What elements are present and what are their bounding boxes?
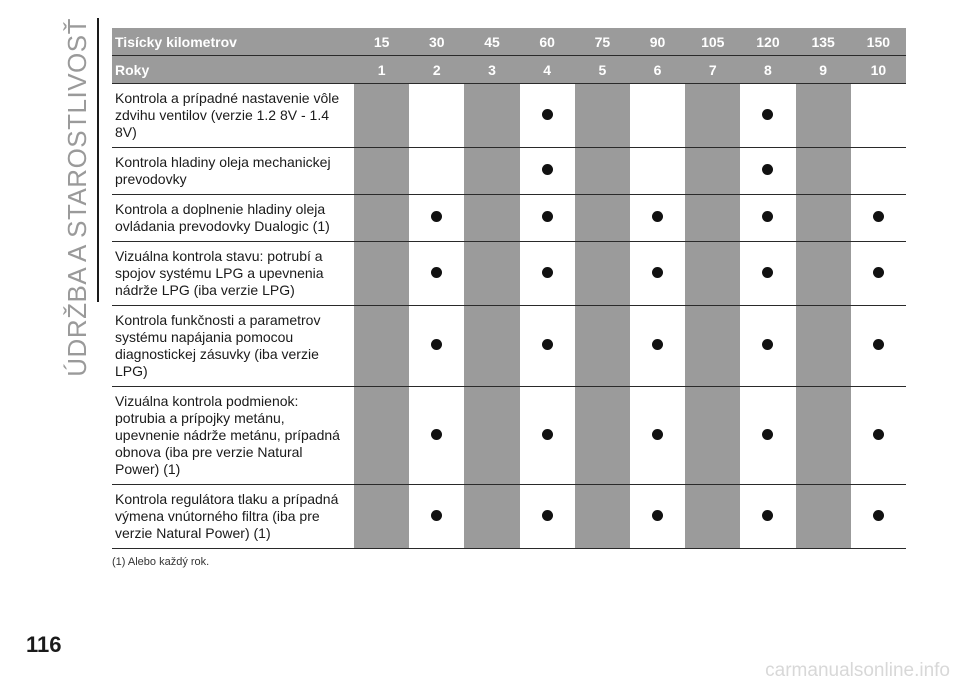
interval-cell (740, 242, 795, 306)
interval-cell (464, 84, 519, 148)
service-dot-icon (431, 267, 442, 278)
service-dot-icon (762, 429, 773, 440)
years-header-row (112, 56, 906, 84)
interval-cell (796, 387, 851, 485)
interval-cell (685, 195, 740, 242)
interval-cell (354, 485, 409, 549)
interval-cell (520, 195, 575, 242)
row-description: Kontrola a doplnenie hladiny oleja ovládania prevodovky Dualogic (1) (112, 195, 354, 242)
interval-cell (740, 306, 795, 387)
interval-cell (796, 84, 851, 148)
section-title: ÚDRŽBA A STAROSTLIVOSŤ (62, 18, 92, 377)
km-value: 135 (796, 28, 851, 56)
interval-cell (520, 306, 575, 387)
interval-cell (464, 148, 519, 195)
year-value: 4 (520, 56, 575, 84)
interval-cell (354, 387, 409, 485)
interval-cell (851, 195, 906, 242)
interval-cell (685, 306, 740, 387)
interval-cell (740, 195, 795, 242)
service-dot-icon (652, 510, 663, 521)
service-dot-icon (873, 267, 884, 278)
service-dot-icon (762, 339, 773, 350)
interval-cell (630, 148, 685, 195)
interval-cell (630, 195, 685, 242)
service-dot-icon (873, 339, 884, 350)
interval-cell (520, 242, 575, 306)
interval-cell (740, 148, 795, 195)
service-dot-icon (431, 339, 442, 350)
service-dot-icon (762, 211, 773, 222)
interval-cell (575, 485, 630, 549)
table-body (112, 84, 906, 549)
years-header-label: Roky (112, 56, 354, 84)
interval-cell (354, 148, 409, 195)
page-number: 116 (26, 632, 62, 657)
interval-cell (464, 242, 519, 306)
interval-cell (851, 306, 906, 387)
footnote: (1) Alebo každý rok. (112, 556, 210, 568)
interval-cell (575, 387, 630, 485)
interval-cell (520, 84, 575, 148)
table-row (112, 387, 906, 485)
table-row (112, 148, 906, 195)
table-row (112, 306, 906, 387)
km-value: 45 (464, 28, 519, 56)
km-value: 75 (575, 28, 630, 56)
interval-cell (464, 306, 519, 387)
interval-cell (354, 306, 409, 387)
service-dot-icon (652, 267, 663, 278)
interval-cell (796, 306, 851, 387)
interval-cell (520, 485, 575, 549)
km-value: 120 (740, 28, 795, 56)
interval-cell (409, 84, 464, 148)
km-value: 90 (630, 28, 685, 56)
interval-cell (464, 485, 519, 549)
year-value: 9 (796, 56, 851, 84)
interval-cell (851, 485, 906, 549)
section-divider (97, 18, 99, 302)
row-description: Kontrola a prípadné nastavenie vôle zdvihu ventilov (verzie 1.2 8V - 1.4 8V) (112, 84, 354, 148)
interval-cell (740, 387, 795, 485)
year-value: 2 (409, 56, 464, 84)
interval-cell (409, 148, 464, 195)
service-dot-icon (873, 510, 884, 521)
year-value: 1 (354, 56, 409, 84)
row-description: Vizuálna kontrola stavu: potrubí a spojov systému LPG a upevnenia nádrže LPG (iba verzie LPG) (112, 242, 354, 306)
interval-cell (354, 242, 409, 306)
km-value: 105 (685, 28, 740, 56)
interval-cell (354, 195, 409, 242)
interval-cell (851, 84, 906, 148)
table-row (112, 195, 906, 242)
service-dot-icon (762, 510, 773, 521)
interval-cell (520, 387, 575, 485)
interval-cell (409, 195, 464, 242)
interval-cell (685, 485, 740, 549)
row-description: Kontrola hladiny oleja mechanickej prevodovky (112, 148, 354, 195)
service-dot-icon (652, 339, 663, 350)
interval-cell (409, 485, 464, 549)
interval-cell (520, 148, 575, 195)
service-dot-icon (873, 211, 884, 222)
service-dot-icon (542, 164, 553, 175)
interval-cell (575, 84, 630, 148)
service-dot-icon (652, 211, 663, 222)
row-description: Vizuálna kontrola podmienok: potrubia a prípojky metánu, upevnenie nádrže metánu, prípadná obnova (iba pre verzie Natural Power) (1) (112, 387, 354, 485)
km-header-label: Tisícky kilometrov (112, 28, 354, 56)
service-dot-icon (431, 211, 442, 222)
interval-cell (409, 242, 464, 306)
service-dot-icon (542, 211, 553, 222)
km-value: 30 (409, 28, 464, 56)
interval-cell (630, 84, 685, 148)
service-dot-icon (762, 267, 773, 278)
interval-cell (685, 84, 740, 148)
year-value: 8 (740, 56, 795, 84)
watermark: carmanualsonline.info (765, 660, 950, 681)
year-value: 10 (851, 56, 906, 84)
service-dot-icon (762, 109, 773, 120)
interval-cell (354, 84, 409, 148)
row-description: Kontrola regulátora tlaku a prípadná výmena vnútorného filtra (iba pre verzie Natural Power) (1) (112, 485, 354, 549)
interval-cell (630, 387, 685, 485)
interval-cell (851, 148, 906, 195)
interval-cell (575, 195, 630, 242)
row-description: Kontrola funkčnosti a parametrov systému napájania pomocou diagnostickej zásuvky (iba verzie LPG) (112, 306, 354, 387)
service-dot-icon (542, 267, 553, 278)
interval-cell (685, 387, 740, 485)
interval-cell (796, 148, 851, 195)
interval-cell (575, 306, 630, 387)
km-value: 15 (354, 28, 409, 56)
service-dot-icon (431, 510, 442, 521)
interval-cell (409, 387, 464, 485)
km-value: 60 (520, 28, 575, 56)
km-value: 150 (851, 28, 906, 56)
interval-cell (464, 387, 519, 485)
interval-cell (685, 242, 740, 306)
table-row (112, 84, 906, 148)
service-dot-icon (542, 339, 553, 350)
service-dot-icon (762, 164, 773, 175)
interval-cell (851, 387, 906, 485)
interval-cell (464, 195, 519, 242)
service-dot-icon (542, 510, 553, 521)
service-dot-icon (873, 429, 884, 440)
service-dot-icon (652, 429, 663, 440)
year-value: 5 (575, 56, 630, 84)
interval-cell (575, 148, 630, 195)
interval-cell (796, 242, 851, 306)
year-value: 7 (685, 56, 740, 84)
interval-cell (409, 306, 464, 387)
interval-cell (796, 195, 851, 242)
service-dot-icon (431, 429, 442, 440)
year-value: 3 (464, 56, 519, 84)
interval-cell (851, 242, 906, 306)
interval-cell (630, 485, 685, 549)
service-dot-icon (542, 109, 553, 120)
km-header-row (112, 28, 906, 56)
table-row (112, 485, 906, 549)
maintenance-table (112, 28, 906, 549)
interval-cell (740, 84, 795, 148)
table-row (112, 242, 906, 306)
interval-cell (575, 242, 630, 306)
interval-cell (740, 485, 795, 549)
interval-cell (630, 242, 685, 306)
interval-cell (685, 148, 740, 195)
interval-cell (796, 485, 851, 549)
interval-cell (630, 306, 685, 387)
year-value: 6 (630, 56, 685, 84)
service-dot-icon (542, 429, 553, 440)
